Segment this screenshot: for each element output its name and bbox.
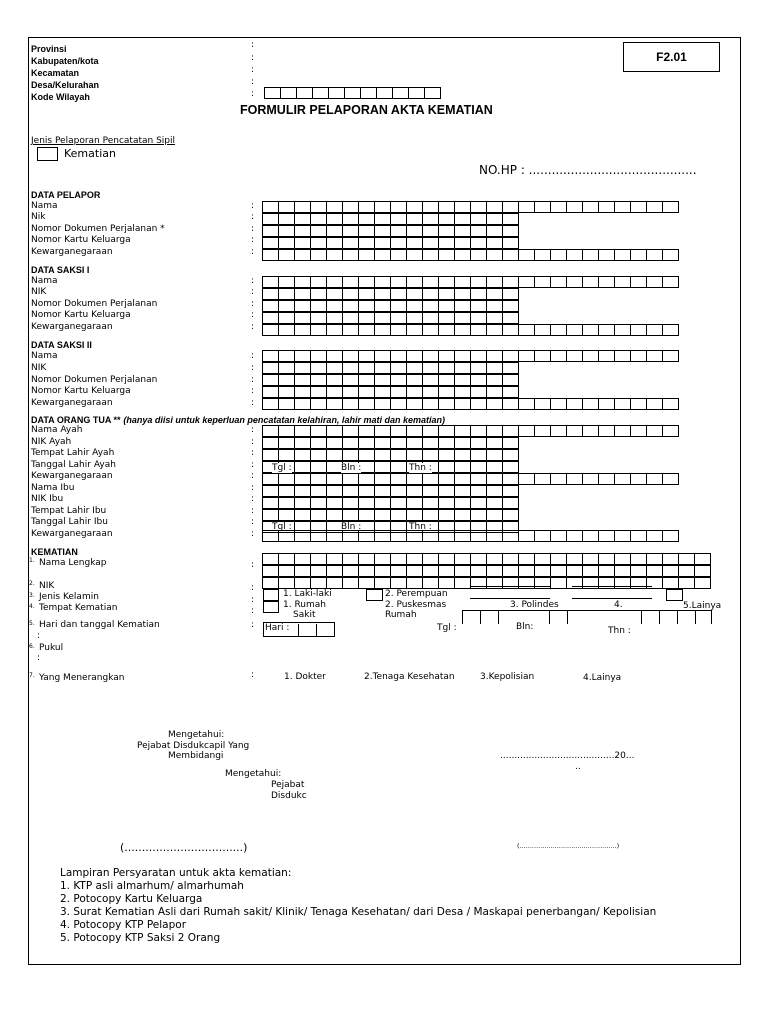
ortu-label-kewarganegaraan-ayah: Kewarganegaraan (31, 471, 113, 481)
date-line: ........................................20... (500, 751, 635, 761)
ortu-nik-ayah-cells[interactable] (263, 437, 519, 449)
pejabat-2-line1: Pejabat (271, 780, 305, 790)
colon: : (251, 620, 255, 630)
ortu-kewarganegaraan-ibu-cells[interactable] (263, 530, 679, 542)
ortu-label-nik-ibu: NIK Ibu (31, 494, 64, 504)
ortu-tempat-ibu-cells[interactable] (263, 509, 519, 521)
colon: : (37, 631, 41, 641)
lainya-label: 5.Lainya (683, 601, 722, 611)
colon: : (251, 437, 255, 447)
saksi1-label-dokumen: Nomor Dokumen Perjalanan (31, 299, 158, 309)
kematian-label-tempat: Tempat Kematian (39, 603, 118, 613)
option-4-label: 4. (614, 600, 623, 610)
divider (567, 610, 568, 624)
label-desa: Desa/Kelurahan (31, 80, 100, 90)
ayah-bln-label: Bln : (341, 463, 362, 473)
divider (462, 610, 463, 624)
divider (641, 610, 642, 624)
ortu-label-tempat-ayah: Tempat Lahir Ayah (31, 448, 115, 458)
saksi1-label-kewarganegaraan: Kewarganegaraan (31, 322, 113, 332)
colon: : (251, 670, 255, 680)
colon: : (251, 322, 255, 332)
kematian-label-hari-tanggal: Hari dan tanggal Kematian (39, 620, 160, 630)
ayah-thn-label: Thn : (409, 463, 432, 473)
signature-right: (...............................................) (517, 842, 620, 850)
hari-field[interactable] (263, 622, 335, 637)
colon: : (251, 460, 255, 470)
colon: : (251, 287, 255, 297)
colon: : (251, 212, 255, 222)
bln-label: Bln: (516, 622, 534, 632)
puskesmas-line1: 2. Puskesmas (385, 600, 447, 610)
colon: : (251, 363, 255, 373)
laki-laki-label: 1. Laki-laki (283, 589, 332, 599)
colon: : (251, 310, 255, 320)
colon: : (251, 299, 255, 309)
label-provinsi: Provinsi (31, 44, 67, 54)
kematian-label-pukul: Pukul (39, 643, 64, 653)
kepolisian-option[interactable]: 3.Kepolisian (480, 672, 535, 682)
section-saksi1: DATA SAKSI I (31, 265, 90, 275)
colon: : (251, 494, 255, 504)
pejabat-1-line1: Pejabat Disdukcapil Yang (137, 741, 250, 751)
pelapor-label-nik: Nik (31, 212, 46, 222)
colon: : (251, 53, 255, 63)
dokter-option[interactable]: 1. Dokter (284, 672, 326, 682)
rumah-sakit-checkbox[interactable] (263, 601, 279, 613)
num-3: 3. (29, 592, 35, 599)
ortu-nik-ibu-cells[interactable] (263, 497, 519, 509)
num-6: 6. (29, 643, 35, 650)
line (572, 586, 652, 587)
num-7: 7. (29, 672, 35, 679)
mengetahui-2: Mengetahui: (225, 769, 282, 779)
colon: : (251, 65, 255, 75)
pelapor-label-kk: Nomor Kartu Keluarga (31, 235, 131, 245)
laki-laki-checkbox[interactable] (263, 589, 279, 601)
line (572, 598, 652, 599)
kematian-label-yang-menerangkan: Yang Menerangkan (39, 673, 125, 683)
saksi1-dokumen-cells[interactable] (263, 300, 519, 312)
ortu-label-tempat-ibu: Tempat Lahir Ibu (31, 506, 107, 516)
colon: : (251, 351, 255, 361)
pelapor-label-dokumen: Nomor Dokumen Perjalanan * (31, 224, 165, 234)
saksi2-label-nama: Nama (31, 351, 58, 361)
colon: : (251, 235, 255, 245)
tenaga-kesehatan-option[interactable]: 2.Tenaga Kesehatan (364, 672, 455, 682)
saksi2-label-kk: Nomor Kartu Keluarga (31, 386, 131, 396)
saksi2-kk-cells[interactable] (263, 386, 519, 398)
label-kabupaten: Kabupaten/kota (31, 56, 99, 66)
thn-label: Thn : (608, 626, 631, 636)
line (470, 598, 550, 599)
orang-tua-heading: DATA ORANG TUA ** (31, 415, 121, 425)
colon: : (251, 506, 255, 516)
colon: : (251, 40, 255, 50)
puskesmas-label (385, 600, 446, 620)
ortu-label-nama-ibu: Nama Ibu (31, 483, 75, 493)
saksi1-kewarganegaraan-cells[interactable] (263, 324, 679, 336)
ortu-tanggal-ayah-cells[interactable] (263, 461, 519, 473)
no-hp: NO.HP : ............................................ (479, 163, 697, 177)
orang-tua-note: (hanya diisi untuk keperluan pencatatan kelahiran, lahir mati dan kematian) (123, 415, 445, 425)
pelapor-dokumen-cells[interactable] (263, 225, 519, 237)
colon: : (251, 517, 255, 527)
pelapor-label-kewarganegaraan: Kewarganegaraan (31, 247, 113, 257)
saksi2-label-dokumen: Nomor Dokumen Perjalanan (31, 375, 158, 385)
option5-checkbox[interactable] (666, 589, 683, 601)
ayah-tgl-label: Tgl : (272, 463, 292, 473)
puskesmas-line2: Rumah (385, 610, 417, 620)
saksi2-label-nik: NIK (31, 363, 47, 373)
colon: : (251, 89, 255, 99)
ibu-bln-label: Bln : (341, 522, 362, 532)
signature-left: (..................................) (120, 841, 248, 854)
colon: : (251, 77, 255, 87)
pejabat-2-line2: Disdukc (271, 791, 307, 801)
saksi1-nik-cells[interactable] (263, 288, 519, 300)
kematian-option-label: Kematian (64, 147, 116, 160)
divider (659, 610, 660, 624)
perempuan-checkbox[interactable] (366, 589, 383, 601)
kematian-label-nik: NIK (39, 581, 55, 591)
colon: : (251, 471, 255, 481)
kode-wilayah-cells[interactable] (265, 87, 441, 99)
colon: : (251, 483, 255, 493)
lampiran-item: 2. Potocopy Kartu Keluarga (60, 893, 203, 905)
saksi1-label-nik: NIK (31, 287, 47, 297)
lampiran-item: 1. KTP asli almarhum/ almarhumah (60, 880, 244, 892)
colon: : (251, 247, 255, 257)
rumah-sakit-label (283, 600, 326, 620)
num-5: 5. (29, 620, 35, 627)
pejabat-1-line2: Membidangi (168, 751, 224, 761)
ortu-kewarganegaraan-ayah-cells[interactable] (263, 473, 679, 485)
section-kematian: KEMATIAN (31, 547, 78, 557)
colon: : (251, 224, 255, 234)
saksi2-kewarganegaraan-cells[interactable] (263, 398, 679, 410)
colon: : (251, 448, 255, 458)
divider (498, 610, 499, 624)
saksi1-label-kk: Nomor Kartu Keluarga (31, 310, 131, 320)
form-title: FORMULIR PELAPORAN AKTA KEMATIAN (240, 103, 493, 117)
rumah-sakit-line2: Sakit (293, 610, 316, 620)
lampiran-item: 5. Potocopy KTP Saksi 2 Orang (60, 932, 221, 944)
divider (549, 610, 550, 624)
lampiran-heading: Lampiran Persyaratan untuk akta kematian: (60, 867, 292, 879)
colon: : (251, 276, 255, 286)
divider (695, 610, 696, 624)
ortu-label-tanggal-ayah: Tanggal Lahir Ayah (31, 460, 116, 470)
kematian-checkbox[interactable] (37, 147, 58, 161)
lainya-option[interactable]: 4.Lainya (583, 673, 622, 683)
colon: : (251, 375, 255, 385)
saksi1-kk-cells[interactable] (263, 312, 519, 324)
form-code: F2.01 (623, 42, 720, 72)
num-2: 2. (29, 580, 35, 587)
hari-label: Hari : (265, 623, 290, 633)
saksi1-nama-cells[interactable] (263, 276, 679, 288)
label-kecamatan: Kecamatan (31, 68, 80, 78)
ortu-tempat-ayah-cells[interactable] (263, 449, 519, 461)
num-4: 4. (29, 603, 35, 610)
jenis-pelaporan-heading: Jenis Pelaporan Pencatatan Sipil (31, 136, 175, 146)
ortu-label-nama-ayah: Nama Ayah (31, 425, 83, 435)
ortu-label-kewarganegaraan-ibu: Kewarganegaraan (31, 529, 113, 539)
pelapor-nik-cells[interactable] (263, 213, 519, 225)
divider (711, 610, 712, 624)
divider (480, 610, 481, 624)
num-1: 1. (29, 557, 35, 564)
colon: : (251, 595, 255, 605)
colon: : (37, 653, 41, 663)
saksi1-label-nama: Nama (31, 276, 58, 286)
ortu-nama-ayah-cells[interactable] (263, 425, 679, 437)
colon: : (251, 606, 255, 616)
pelapor-kk-cells[interactable] (263, 237, 519, 249)
ibu-tgl-label: Tgl : (272, 522, 292, 532)
divider (677, 610, 678, 624)
rumah-sakit-line1: 1. Rumah (283, 600, 326, 610)
section-pelapor: DATA PELAPOR (31, 190, 101, 200)
mengetahui-1: Mengetahui: (168, 730, 225, 740)
kematian-nik-cells[interactable] (263, 577, 711, 589)
saksi2-nama-cells[interactable] (263, 350, 679, 362)
saksi2-label-kewarganegaraan: Kewarganegaraan (31, 398, 113, 408)
colon: : (251, 201, 255, 211)
colon: : (251, 529, 255, 539)
ibu-thn-label: Thn : (409, 522, 432, 532)
section-saksi2: DATA SAKSI II (31, 340, 92, 350)
lampiran-item: 4. Potocopy KTP Pelapor (60, 919, 187, 931)
colon: : (251, 386, 255, 396)
tgl-label: Tgl : (437, 623, 457, 633)
saksi2-nik-cells[interactable] (263, 362, 519, 374)
saksi2-dokumen-cells[interactable] (263, 374, 519, 386)
colon: : (251, 425, 255, 435)
ortu-label-nik-ayah: NIK Ayah (31, 437, 72, 447)
pelapor-kewarganegaraan-cells[interactable] (263, 249, 679, 261)
dots: .. (575, 762, 581, 772)
kematian-nama-cells-row2[interactable] (263, 565, 711, 577)
pelapor-label-nama: Nama (31, 201, 58, 211)
line (462, 610, 711, 611)
lampiran-item: 3. Surat Kematian Asli dari Rumah sakit/ Klinik/ Tenaga Kesehatan/ dari Desa / Maskapai penerbangan/ Kepolisian (60, 906, 657, 918)
label-kode-wilayah: Kode Wilayah (31, 92, 90, 102)
perempuan-label: 2. Perempuan (385, 589, 448, 599)
polindes-label: 3. Polindes (510, 600, 559, 610)
kematian-label-nama: Nama Lengkap (39, 558, 107, 568)
divider (298, 624, 299, 637)
colon: : (251, 583, 255, 593)
kematian-nama-cells-row1[interactable] (263, 553, 711, 565)
colon: : (251, 398, 255, 408)
kematian-label-jenis-kelamin: Jenis Kelamin (39, 592, 99, 602)
divider (316, 624, 317, 637)
ortu-label-tanggal-ibu: Tanggal Lahir Ibu (31, 517, 108, 527)
pelapor-nama-cells[interactable] (263, 201, 679, 213)
colon: : (251, 560, 255, 570)
line (470, 586, 550, 587)
ortu-nama-ibu-cells[interactable] (263, 485, 519, 497)
